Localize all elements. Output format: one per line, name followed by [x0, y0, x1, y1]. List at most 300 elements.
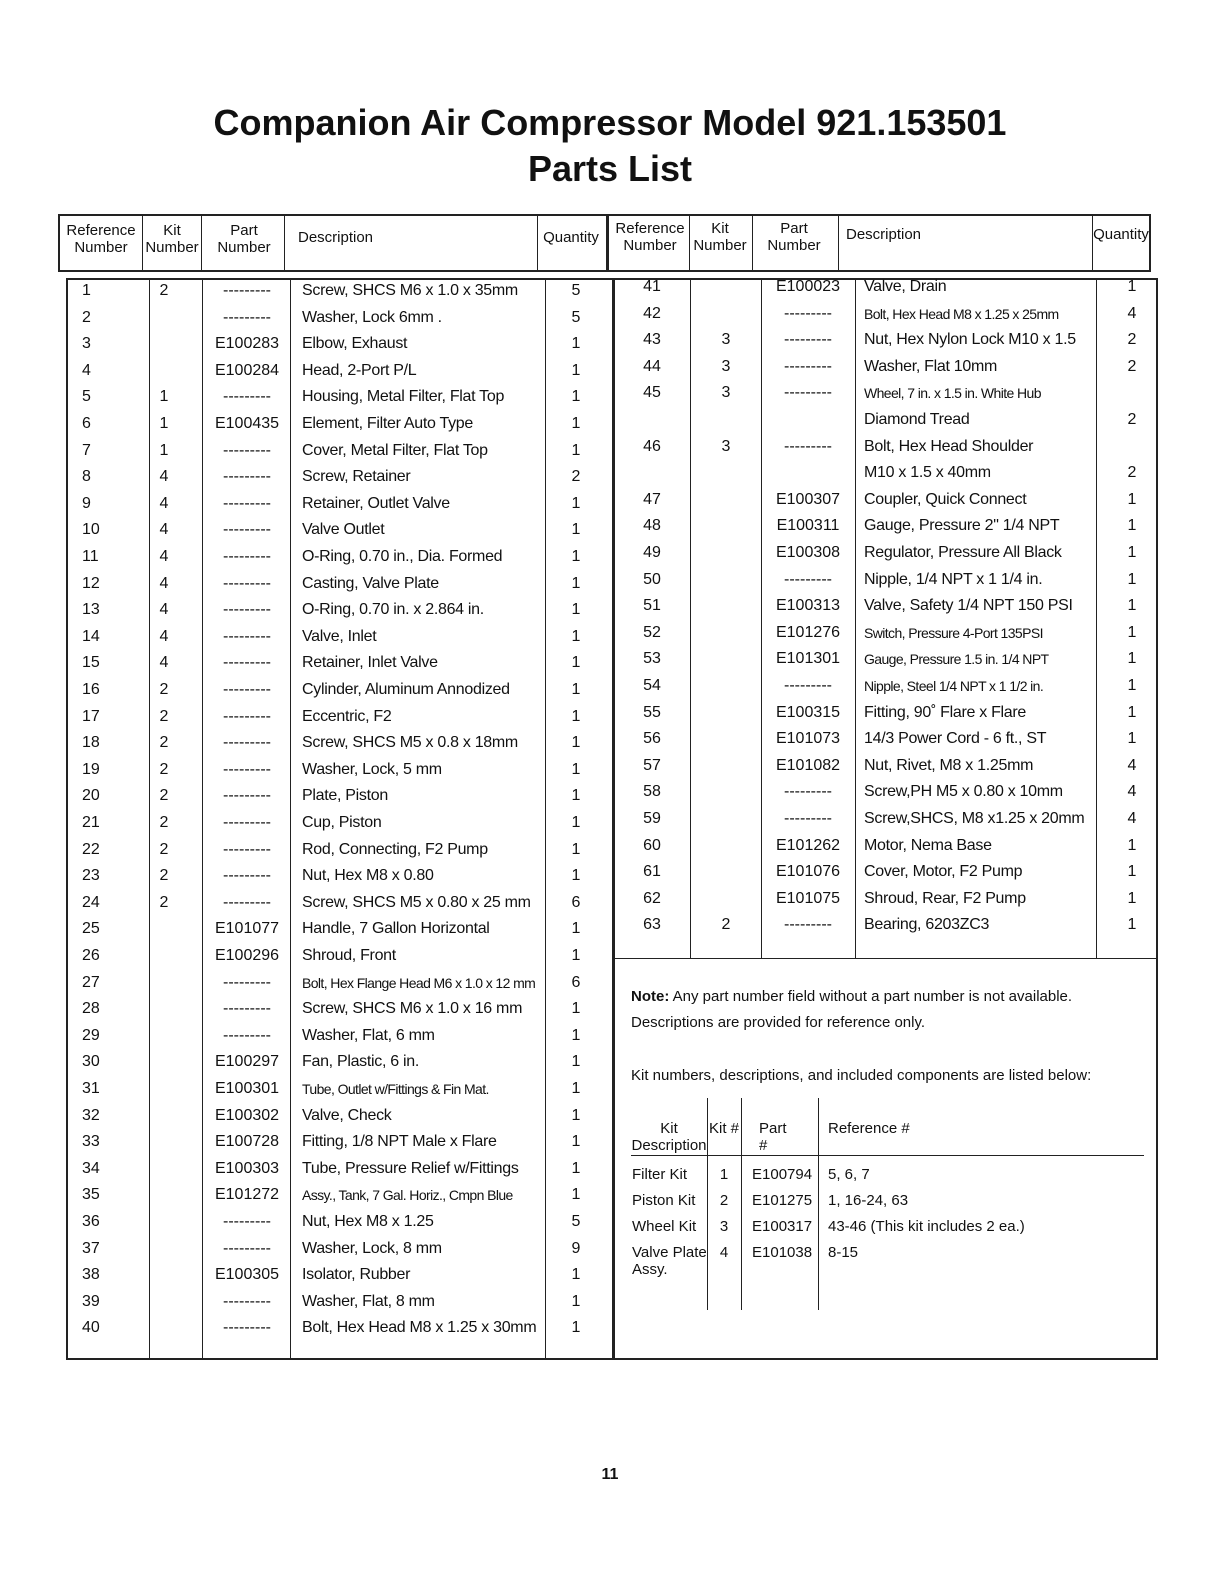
header-reference-number-right: Reference Number: [615, 220, 685, 254]
part-number: ---------: [223, 1213, 271, 1230]
quantity: 1: [571, 734, 581, 752]
description: Screw,PH M5 x 0.80 x 10mm: [864, 783, 1063, 801]
kit-header-description-text: Kit Description: [631, 1120, 707, 1154]
table-row: [66, 996, 612, 1023]
table-row: [612, 753, 1158, 780]
description: Gauge, Pressure 2" 1/4 NPT: [864, 517, 1060, 535]
ref-number: 20: [82, 787, 100, 805]
ref-number: 23: [82, 867, 100, 885]
description: Assy., Tank, 7 Gal. Horiz., Cmpn Blue: [302, 1187, 513, 1204]
ref-number: 33: [82, 1133, 100, 1151]
part-number: ---------: [784, 384, 832, 402]
quantity: 1: [1127, 730, 1137, 748]
divider: [606, 214, 609, 272]
page-subtitle: Parts List: [527, 148, 693, 189]
table-row: [612, 912, 1158, 939]
quantity: 1: [1127, 703, 1137, 721]
description: Bearing, 6203ZC3: [864, 916, 990, 934]
table-row: [612, 567, 1158, 594]
table-row: [66, 757, 612, 784]
description: Retainer, Inlet Valve: [302, 654, 438, 672]
kit-reference: 8-15: [828, 1244, 859, 1261]
description: Casting, Valve Plate: [302, 574, 439, 592]
part-number: E101276: [775, 623, 841, 641]
ref-number: 24: [82, 893, 100, 911]
quantity: 1: [1127, 889, 1137, 907]
divider: [689, 214, 690, 272]
kit-number: 3: [721, 437, 731, 455]
kit-reference: 1, 16-24, 63: [828, 1192, 909, 1209]
part-number: E101262: [775, 836, 841, 854]
table-row: [66, 1262, 612, 1289]
description: Isolator, Rubber: [302, 1266, 411, 1284]
divider: [1092, 214, 1093, 272]
table-row: [66, 278, 612, 305]
divider: [537, 214, 538, 272]
kit-number: 2: [159, 867, 169, 885]
ref-number: 10: [82, 521, 100, 539]
kit-header-number: Kit #: [709, 1120, 740, 1137]
quantity: 1: [1127, 517, 1137, 535]
kit-number: 1: [159, 415, 169, 432]
kit-part-number: E101275: [752, 1192, 813, 1209]
part-number: E100311: [776, 517, 840, 535]
quantity: 1: [1127, 597, 1137, 615]
table-row: [612, 593, 1158, 620]
kit-number: 2: [159, 760, 169, 778]
part-number: ---------: [784, 810, 832, 827]
ref-number: 32: [82, 1106, 100, 1124]
quantity: 1: [1127, 623, 1137, 641]
description: Cover, Metal Filter, Flat Top: [302, 441, 488, 459]
ref-number: 56: [643, 730, 661, 748]
ref-number: 53: [643, 650, 661, 668]
header-description-right: Description: [846, 226, 922, 243]
description: O-Ring, 0.70 in., Dia. Formed: [302, 548, 503, 565]
ref-number: 48: [643, 517, 661, 535]
description: Nut, Hex M8 x 0.80: [302, 867, 434, 885]
description: Nut, Hex M8 x 1.25: [302, 1213, 434, 1230]
part-number: ---------: [223, 308, 271, 326]
kit-number: 4: [159, 601, 169, 619]
divider: [752, 214, 753, 272]
ref-number: 12: [82, 574, 100, 592]
header-reference-number: Reference Number: [66, 222, 136, 256]
ref-number: 26: [82, 947, 100, 964]
description: Elbow, Exhaust: [302, 335, 408, 353]
description: Fitting, 90˚ Flare x Flare: [864, 703, 1027, 721]
table-row: [612, 487, 1158, 514]
part-number: ---------: [223, 787, 271, 805]
description: Screw,SHCS, M8 x1.25 x 20mm: [864, 810, 1085, 827]
part-number: ---------: [223, 1000, 271, 1018]
ref-number: 14: [82, 627, 100, 645]
header-quantity-right: Quantity: [1093, 226, 1149, 243]
quantity: 1: [571, 627, 581, 645]
quantity: 1: [571, 1080, 581, 1097]
ref-number: 29: [82, 1026, 100, 1044]
table-row: [66, 1315, 612, 1342]
description: Diamond Tread: [864, 411, 970, 428]
ref-number: 60: [643, 836, 661, 854]
quantity: 1: [571, 814, 581, 831]
description: Gauge, Pressure 1.5 in. 1/4 NPT: [864, 651, 1049, 668]
quantity: 1: [1127, 863, 1137, 881]
ref-number: 7: [82, 441, 91, 459]
part-number: ---------: [223, 760, 271, 778]
table-row: [66, 650, 612, 677]
description: Element, Filter Auto Type: [302, 415, 473, 432]
part-number: ---------: [223, 468, 271, 486]
description: Housing, Metal Filter, Flat Top: [302, 388, 505, 406]
table-row: [66, 1129, 612, 1156]
quantity: 4: [1127, 304, 1137, 322]
description: Wheel, 7 in. x 1.5 in. White Hub: [864, 385, 1041, 402]
ref-number: 11: [82, 548, 99, 565]
table-row: [66, 1236, 612, 1263]
ref-number: 41: [643, 278, 661, 295]
kit-number: 4: [159, 548, 169, 565]
kit-description: Valve Plate Assy.: [632, 1244, 707, 1278]
table-row: [612, 673, 1158, 700]
kit-number: 4: [159, 654, 169, 672]
ref-number: 42: [643, 304, 661, 322]
kit-number: 2: [159, 681, 169, 698]
table-row: [66, 810, 612, 837]
kit-row: [631, 1214, 1151, 1240]
quantity: 1: [571, 415, 581, 432]
quantity: 1: [571, 760, 581, 778]
divider: [284, 214, 285, 272]
kit-part-number: E100794: [752, 1166, 813, 1183]
table-row: [612, 327, 1158, 354]
ref-number: 16: [82, 681, 100, 698]
part-number: E101272: [214, 1186, 280, 1204]
table-row: [612, 646, 1158, 673]
ref-number: 2: [82, 308, 91, 326]
description: Cup, Piston: [302, 814, 382, 831]
quantity: 5: [571, 308, 581, 326]
ref-number: 4: [82, 361, 91, 379]
quantity: 1: [571, 1319, 581, 1337]
kit-description: Piston Kit: [632, 1192, 696, 1209]
part-number: E100313: [775, 597, 841, 615]
ref-number: 58: [643, 783, 661, 801]
quantity: 1: [571, 548, 581, 565]
description: Valve Outlet: [302, 521, 385, 539]
part-number: ---------: [784, 331, 832, 349]
part-number: ---------: [223, 1319, 271, 1337]
quantity: 1: [571, 681, 581, 698]
quantity: 4: [1127, 810, 1137, 827]
description: Washer, Flat 10mm: [864, 357, 998, 375]
part-number: ---------: [223, 601, 271, 619]
ref-number: 22: [82, 840, 100, 858]
description: Handle, 7 Gallon Horizontal: [302, 920, 490, 938]
kit-row: [631, 1188, 1151, 1214]
ref-number: 46: [643, 437, 661, 455]
description: O-Ring, 0.70 in. x 2.864 in.: [302, 601, 484, 619]
description: Valve, Check: [302, 1106, 392, 1124]
quantity: 1: [1127, 278, 1137, 295]
description: Washer, Flat, 8 mm: [302, 1292, 435, 1310]
note-line-3: Kit numbers, descriptions, and included components are listed below:: [631, 1067, 1092, 1084]
part-number: ---------: [223, 627, 271, 645]
quantity: 1: [1127, 916, 1137, 934]
table-row: [66, 863, 612, 890]
kit-row: [631, 1240, 1151, 1278]
quantity: 1: [571, 1186, 581, 1204]
description: Motor, Nema Base: [864, 836, 992, 854]
ref-number: 37: [82, 1239, 100, 1257]
table-row: [66, 970, 612, 997]
part-number: E100283: [214, 335, 280, 353]
description: Regulator, Pressure All Black: [864, 544, 1062, 561]
kit-number: 1: [719, 1166, 729, 1183]
table-row: [66, 624, 612, 651]
ref-number: 13: [82, 601, 100, 619]
quantity: 1: [571, 494, 581, 512]
table-row: [612, 620, 1158, 647]
table-row: [612, 513, 1158, 540]
description: Nipple, Steel 1/4 NPT x 1 1/2 in.: [864, 678, 1044, 694]
note-line-2: Descriptions are provided for reference only.: [631, 1014, 926, 1031]
kit-number: 2: [719, 1192, 729, 1209]
quantity: 2: [571, 468, 581, 486]
kit-number: 1: [159, 441, 169, 459]
quantity: 1: [571, 1266, 581, 1284]
table-row: [66, 1156, 612, 1183]
quantity: 1: [571, 601, 581, 619]
header-part-number-right: Part Number: [767, 220, 821, 254]
description: Screw, SHCS M6 x 1.0 x 16 mm: [302, 1000, 523, 1018]
ref-number: 6: [82, 415, 91, 432]
quantity: 9: [571, 1239, 581, 1257]
part-number: ---------: [223, 840, 271, 858]
quantity: 4: [1127, 783, 1137, 801]
quantity: 1: [571, 947, 581, 964]
description: Screw, SHCS M5 x 0.80 x 25 mm: [302, 893, 531, 911]
table-row: [66, 571, 612, 598]
ref-number: 18: [82, 734, 100, 752]
table-row: [66, 890, 612, 917]
part-number: ---------: [784, 357, 832, 375]
table-row: [612, 407, 1158, 434]
description: Tube, Outlet w/Fittings & Fin Mat.: [302, 1081, 489, 1097]
divider: [142, 214, 143, 272]
quantity: 2: [1127, 331, 1137, 349]
description: Washer, Flat, 6 mm: [302, 1026, 435, 1044]
header-part-number: Part Number: [217, 222, 271, 256]
part-number: ---------: [223, 973, 271, 991]
part-number: E101077: [214, 920, 280, 938]
description: Cover, Motor, F2 Pump: [864, 863, 1023, 881]
ref-number: 9: [82, 494, 91, 512]
ref-number: 45: [643, 384, 661, 402]
table-row: [612, 434, 1158, 461]
part-number: ---------: [223, 388, 271, 406]
description: Eccentric, F2: [302, 707, 392, 725]
quantity: 1: [571, 867, 581, 885]
ref-number: 38: [82, 1266, 100, 1284]
kit-description: Filter Kit: [632, 1166, 688, 1183]
quantity: 1: [571, 388, 581, 406]
part-number: ---------: [223, 1239, 271, 1257]
description: Valve, Drain: [864, 278, 947, 295]
table-row: [66, 1182, 612, 1209]
part-number: E101076: [775, 863, 841, 881]
description: Nut, Rivet, M8 x 1.25mm: [864, 756, 1034, 774]
quantity: 1: [1127, 570, 1137, 588]
kit-header-description: [631, 1120, 707, 1154]
kit-header-part: Part #: [759, 1120, 787, 1154]
part-number: E101082: [775, 756, 841, 774]
quantity: 1: [571, 840, 581, 858]
ref-number: 31: [82, 1080, 100, 1097]
table-row: [66, 1289, 612, 1316]
table-row: [612, 859, 1158, 886]
table-row: [612, 886, 1158, 913]
quantity: 1: [571, 521, 581, 539]
ref-number: 1: [82, 282, 91, 299]
quantity: 2: [1127, 357, 1137, 375]
description: Screw, Retainer: [302, 468, 411, 486]
table-row: [66, 464, 612, 491]
table-row: [66, 384, 612, 411]
ref-number: 39: [82, 1292, 100, 1310]
description: Tube, Pressure Relief w/Fittings: [302, 1159, 519, 1177]
quantity: 1: [1127, 650, 1137, 668]
table-row: [66, 438, 612, 465]
ref-number: 47: [643, 490, 661, 508]
kit-number: 4: [159, 521, 169, 539]
table-row: [612, 779, 1158, 806]
part-number: ---------: [223, 441, 271, 459]
kit-number: 3: [721, 357, 731, 375]
table-row: [612, 301, 1158, 328]
kit-number: 3: [719, 1218, 729, 1235]
kit-number: 4: [159, 627, 169, 645]
table-row: [66, 1076, 612, 1103]
ref-number: 34: [82, 1159, 100, 1177]
quantity: 1: [571, 787, 581, 805]
kit-number: 4: [159, 468, 169, 486]
kit-part-number: E100317: [752, 1218, 813, 1235]
note-line-1: [631, 984, 1072, 1010]
kit-reference: 5, 6, 7: [828, 1166, 870, 1183]
kit-row: [631, 1162, 1151, 1188]
kit-number: 2: [159, 734, 169, 752]
description: Retainer, Outlet Valve: [302, 494, 450, 512]
note-text-1: Any part number field without a part number is not available.: [672, 988, 1073, 1005]
part-number: E100308: [775, 544, 841, 561]
part-number: ---------: [784, 783, 832, 801]
table-row: [66, 916, 612, 943]
ref-number: 51: [643, 597, 661, 615]
quantity: 4: [1127, 756, 1137, 774]
description: Cylinder, Aluminum Annodized: [302, 681, 510, 698]
description: Bolt, Hex Head Shoulder: [864, 437, 1034, 455]
part-number: E100435: [214, 415, 280, 432]
part-number: ---------: [223, 548, 271, 565]
description: Screw, SHCS M5 x 0.8 x 18mm: [302, 734, 518, 752]
kit-number: 2: [159, 282, 169, 299]
part-number: ---------: [223, 574, 271, 592]
table-row: [612, 700, 1158, 727]
part-number: ---------: [223, 681, 271, 698]
part-number: ---------: [223, 1026, 271, 1044]
part-number: ---------: [223, 707, 271, 725]
part-number: E100284: [214, 361, 280, 379]
part-number: ---------: [784, 916, 832, 934]
table-row: [612, 380, 1158, 407]
part-number: E100023: [775, 278, 841, 295]
part-number: ---------: [223, 893, 271, 911]
part-number: E100302: [214, 1106, 280, 1124]
description: Nut, Hex Nylon Lock M10 x 1.5: [864, 331, 1076, 349]
description: Valve, Safety 1/4 NPT 150 PSI: [864, 597, 1073, 615]
quantity: 1: [571, 1106, 581, 1124]
ref-number: 63: [643, 916, 661, 934]
ref-number: 36: [82, 1213, 100, 1230]
quantity: 6: [571, 973, 581, 991]
table-row: [66, 1103, 612, 1130]
table-row: [66, 491, 612, 518]
quantity: 1: [571, 920, 581, 938]
table-row: [66, 783, 612, 810]
ref-number: 59: [643, 810, 661, 827]
header-kit-number-right: Kit Number: [693, 220, 747, 254]
kit-number: 2: [159, 893, 169, 911]
ref-number: 43: [643, 331, 661, 349]
description: Bolt, Hex Head M8 x 1.25 x 30mm: [302, 1319, 537, 1337]
ref-number: 27: [82, 973, 100, 991]
kit-number: 3: [721, 384, 731, 402]
quantity: 1: [1127, 677, 1137, 694]
ref-number: 30: [82, 1053, 100, 1071]
description: Switch, Pressure 4-Port 135PSI: [864, 624, 1043, 641]
kit-number: 4: [159, 574, 169, 592]
quantity: 5: [571, 282, 581, 299]
table-row: [66, 517, 612, 544]
divider: [631, 1155, 1144, 1156]
part-number: E100728: [214, 1133, 280, 1151]
description: Screw, SHCS M6 x 1.0 x 35mm: [302, 282, 518, 299]
ref-number: 25: [82, 920, 100, 938]
part-number: ---------: [223, 521, 271, 539]
description: Fan, Plastic, 6 in.: [302, 1053, 420, 1071]
description: Shroud, Front: [302, 947, 396, 964]
kit-number: 3: [721, 331, 731, 349]
table-row: [66, 1209, 612, 1236]
ref-number: 49: [643, 544, 661, 561]
part-number: E101301: [775, 650, 841, 668]
quantity: 1: [571, 707, 581, 725]
quantity: 1: [1127, 836, 1137, 854]
quantity: 1: [1127, 490, 1137, 508]
ref-number: 61: [643, 863, 661, 881]
page-title: Companion Air Compressor Model 921.153501: [213, 102, 1007, 143]
table-row: [66, 1049, 612, 1076]
table-row: [66, 1023, 612, 1050]
description: Washer, Lock 6mm .: [302, 308, 442, 326]
part-number: E100297: [214, 1053, 280, 1071]
kit-number: 4: [719, 1244, 729, 1261]
part-number: ---------: [784, 677, 832, 694]
part-number: E100305: [214, 1266, 280, 1284]
ref-number: 17: [82, 707, 100, 725]
part-number: ---------: [223, 494, 271, 512]
